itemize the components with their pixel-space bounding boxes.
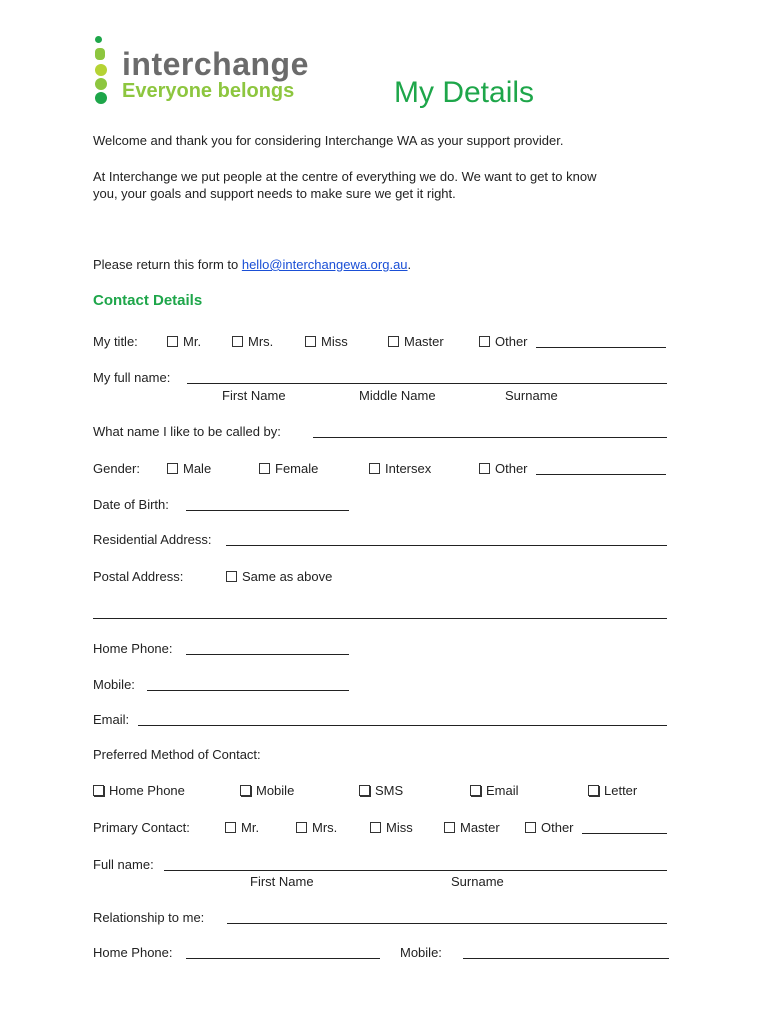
logo-wordmark: interchange [122, 46, 309, 82]
checkbox-icon[interactable] [93, 785, 104, 796]
method-option-sms[interactable] [359, 783, 403, 798]
option-label: Other [541, 820, 574, 835]
logo-dot-icon [95, 92, 107, 104]
contact-details-heading: Contact Details [93, 292, 203, 309]
primary-full-name-label: Full name: [93, 857, 154, 872]
home-phone-field[interactable] [186, 654, 349, 655]
checkbox-icon[interactable] [240, 785, 251, 796]
logo-tagline: Everyone belongs [122, 80, 295, 102]
checkbox-icon[interactable] [479, 336, 490, 347]
dob-field[interactable] [186, 510, 349, 511]
gender-option-other[interactable] [479, 461, 528, 476]
option-label: Intersex [385, 461, 432, 476]
preferred-name-field[interactable] [313, 437, 667, 438]
mission-text-line1: At Interchange we put people at the centre of everything we do. We want to get to know [93, 169, 597, 184]
title-label: My title: [93, 334, 138, 349]
residential-address-field[interactable] [226, 545, 667, 546]
method-option-email[interactable] [470, 783, 519, 798]
primary-full-name-field[interactable] [164, 870, 667, 871]
checkbox-icon[interactable] [167, 336, 178, 347]
preferred-name-label: What name I like to be called by: [93, 424, 281, 439]
checkbox-icon[interactable] [225, 822, 236, 833]
residential-address-label: Residential Address: [93, 532, 212, 547]
option-label: Miss [321, 334, 348, 349]
primary-title-other-field[interactable] [582, 833, 667, 834]
page-title: My Details [394, 76, 535, 109]
checkbox-icon[interactable] [370, 822, 381, 833]
postal-same-option[interactable] [226, 569, 332, 584]
title-option-other[interactable] [479, 334, 528, 349]
primary-home-phone-label: Home Phone: [93, 945, 173, 960]
option-label: Male [183, 461, 212, 476]
gender-option-male[interactable] [167, 461, 211, 476]
option-label: Email [486, 783, 519, 798]
title-option-miss[interactable] [305, 334, 348, 349]
option-label: Home Phone [109, 783, 185, 798]
checkbox-icon[interactable] [232, 336, 243, 347]
checkbox-icon[interactable] [479, 463, 490, 474]
logo-dot-icon [95, 64, 107, 76]
gender-other-field[interactable] [536, 474, 666, 475]
mobile-label: Mobile: [93, 677, 135, 692]
checkbox-icon[interactable] [305, 336, 316, 347]
return-email-link[interactable]: hello@interchangewa.org.au [241, 257, 408, 272]
checkbox-icon[interactable] [226, 571, 237, 582]
full-name-field[interactable] [187, 383, 667, 384]
title-other-field[interactable] [536, 347, 666, 348]
logo-dot-icon [95, 78, 107, 90]
checkbox-icon[interactable] [470, 785, 481, 796]
option-label: Mr. [183, 334, 202, 349]
option-label: Miss [386, 820, 413, 835]
gender-option-intersex[interactable] [369, 461, 431, 476]
checkbox-icon[interactable] [369, 463, 380, 474]
relationship-label: Relationship to me: [93, 910, 205, 925]
logo-dot-icon [95, 36, 102, 43]
primary-mobile-field[interactable] [463, 958, 669, 959]
relationship-field[interactable] [227, 923, 667, 924]
option-label: Master [404, 334, 444, 349]
mobile-field[interactable] [147, 690, 349, 691]
middle-name-caption: Middle Name [359, 388, 436, 403]
option-label: Mr. [241, 820, 260, 835]
checkbox-icon[interactable] [359, 785, 370, 796]
option-label: Mobile [256, 783, 295, 798]
checkbox-icon[interactable] [444, 822, 455, 833]
mission-text-line2: you, your goals and support needs to make sure we get it right. [93, 186, 456, 201]
email-field[interactable] [138, 725, 667, 726]
method-option-letter[interactable] [588, 783, 637, 798]
primary-mobile-label: Mobile: [400, 945, 442, 960]
postal-address-field[interactable] [93, 618, 667, 619]
option-label: Master [460, 820, 500, 835]
checkbox-icon[interactable] [167, 463, 178, 474]
primary-contact-label: Primary Contact: [93, 820, 190, 835]
option-label: Other [495, 334, 528, 349]
title-option-master[interactable] [388, 334, 444, 349]
preferred-method-label: Preferred Method of Contact: [93, 747, 261, 762]
method-option-home-phone[interactable] [93, 783, 185, 798]
home-phone-label: Home Phone: [93, 641, 173, 656]
title-option-mrs[interactable] [232, 334, 273, 349]
checkbox-icon[interactable] [259, 463, 270, 474]
primary-first-name-caption: First Name [250, 874, 314, 889]
gender-option-female[interactable] [259, 461, 318, 476]
checkbox-icon[interactable] [296, 822, 307, 833]
checkbox-icon[interactable] [388, 336, 399, 347]
checkbox-icon[interactable] [588, 785, 599, 796]
welcome-text: Welcome and thank you for considering Interchange WA as your support provider. [93, 133, 564, 148]
first-name-caption: First Name [222, 388, 286, 403]
primary-title-option-other[interactable] [525, 820, 574, 835]
primary-title-option-miss[interactable] [370, 820, 413, 835]
title-option-mr[interactable] [167, 334, 201, 349]
surname-caption: Surname [505, 388, 558, 403]
return-prefix: Please return this form to [93, 257, 242, 272]
option-label: Mrs. [312, 820, 338, 835]
primary-title-option-mr[interactable] [225, 820, 259, 835]
option-label: Mrs. [248, 334, 274, 349]
checkbox-icon[interactable] [525, 822, 536, 833]
return-suffix: . [407, 257, 412, 272]
full-name-label: My full name: [93, 370, 171, 385]
option-label: Female [275, 461, 319, 476]
logo-dot-icon [95, 48, 105, 60]
dob-label: Date of Birth: [93, 497, 169, 512]
return-instructions [93, 257, 411, 272]
option-label: SMS [375, 783, 404, 798]
option-label: Letter [604, 783, 638, 798]
gender-label: Gender: [93, 461, 140, 476]
primary-home-phone-field[interactable] [186, 958, 380, 959]
option-label: Same as above [242, 569, 333, 584]
primary-surname-caption: Surname [451, 874, 504, 889]
method-option-mobile[interactable] [240, 783, 294, 798]
primary-title-option-mrs[interactable] [296, 820, 337, 835]
postal-address-label: Postal Address: [93, 569, 184, 584]
option-label: Other [495, 461, 528, 476]
primary-title-option-master[interactable] [444, 820, 500, 835]
email-label: Email: [93, 712, 130, 727]
